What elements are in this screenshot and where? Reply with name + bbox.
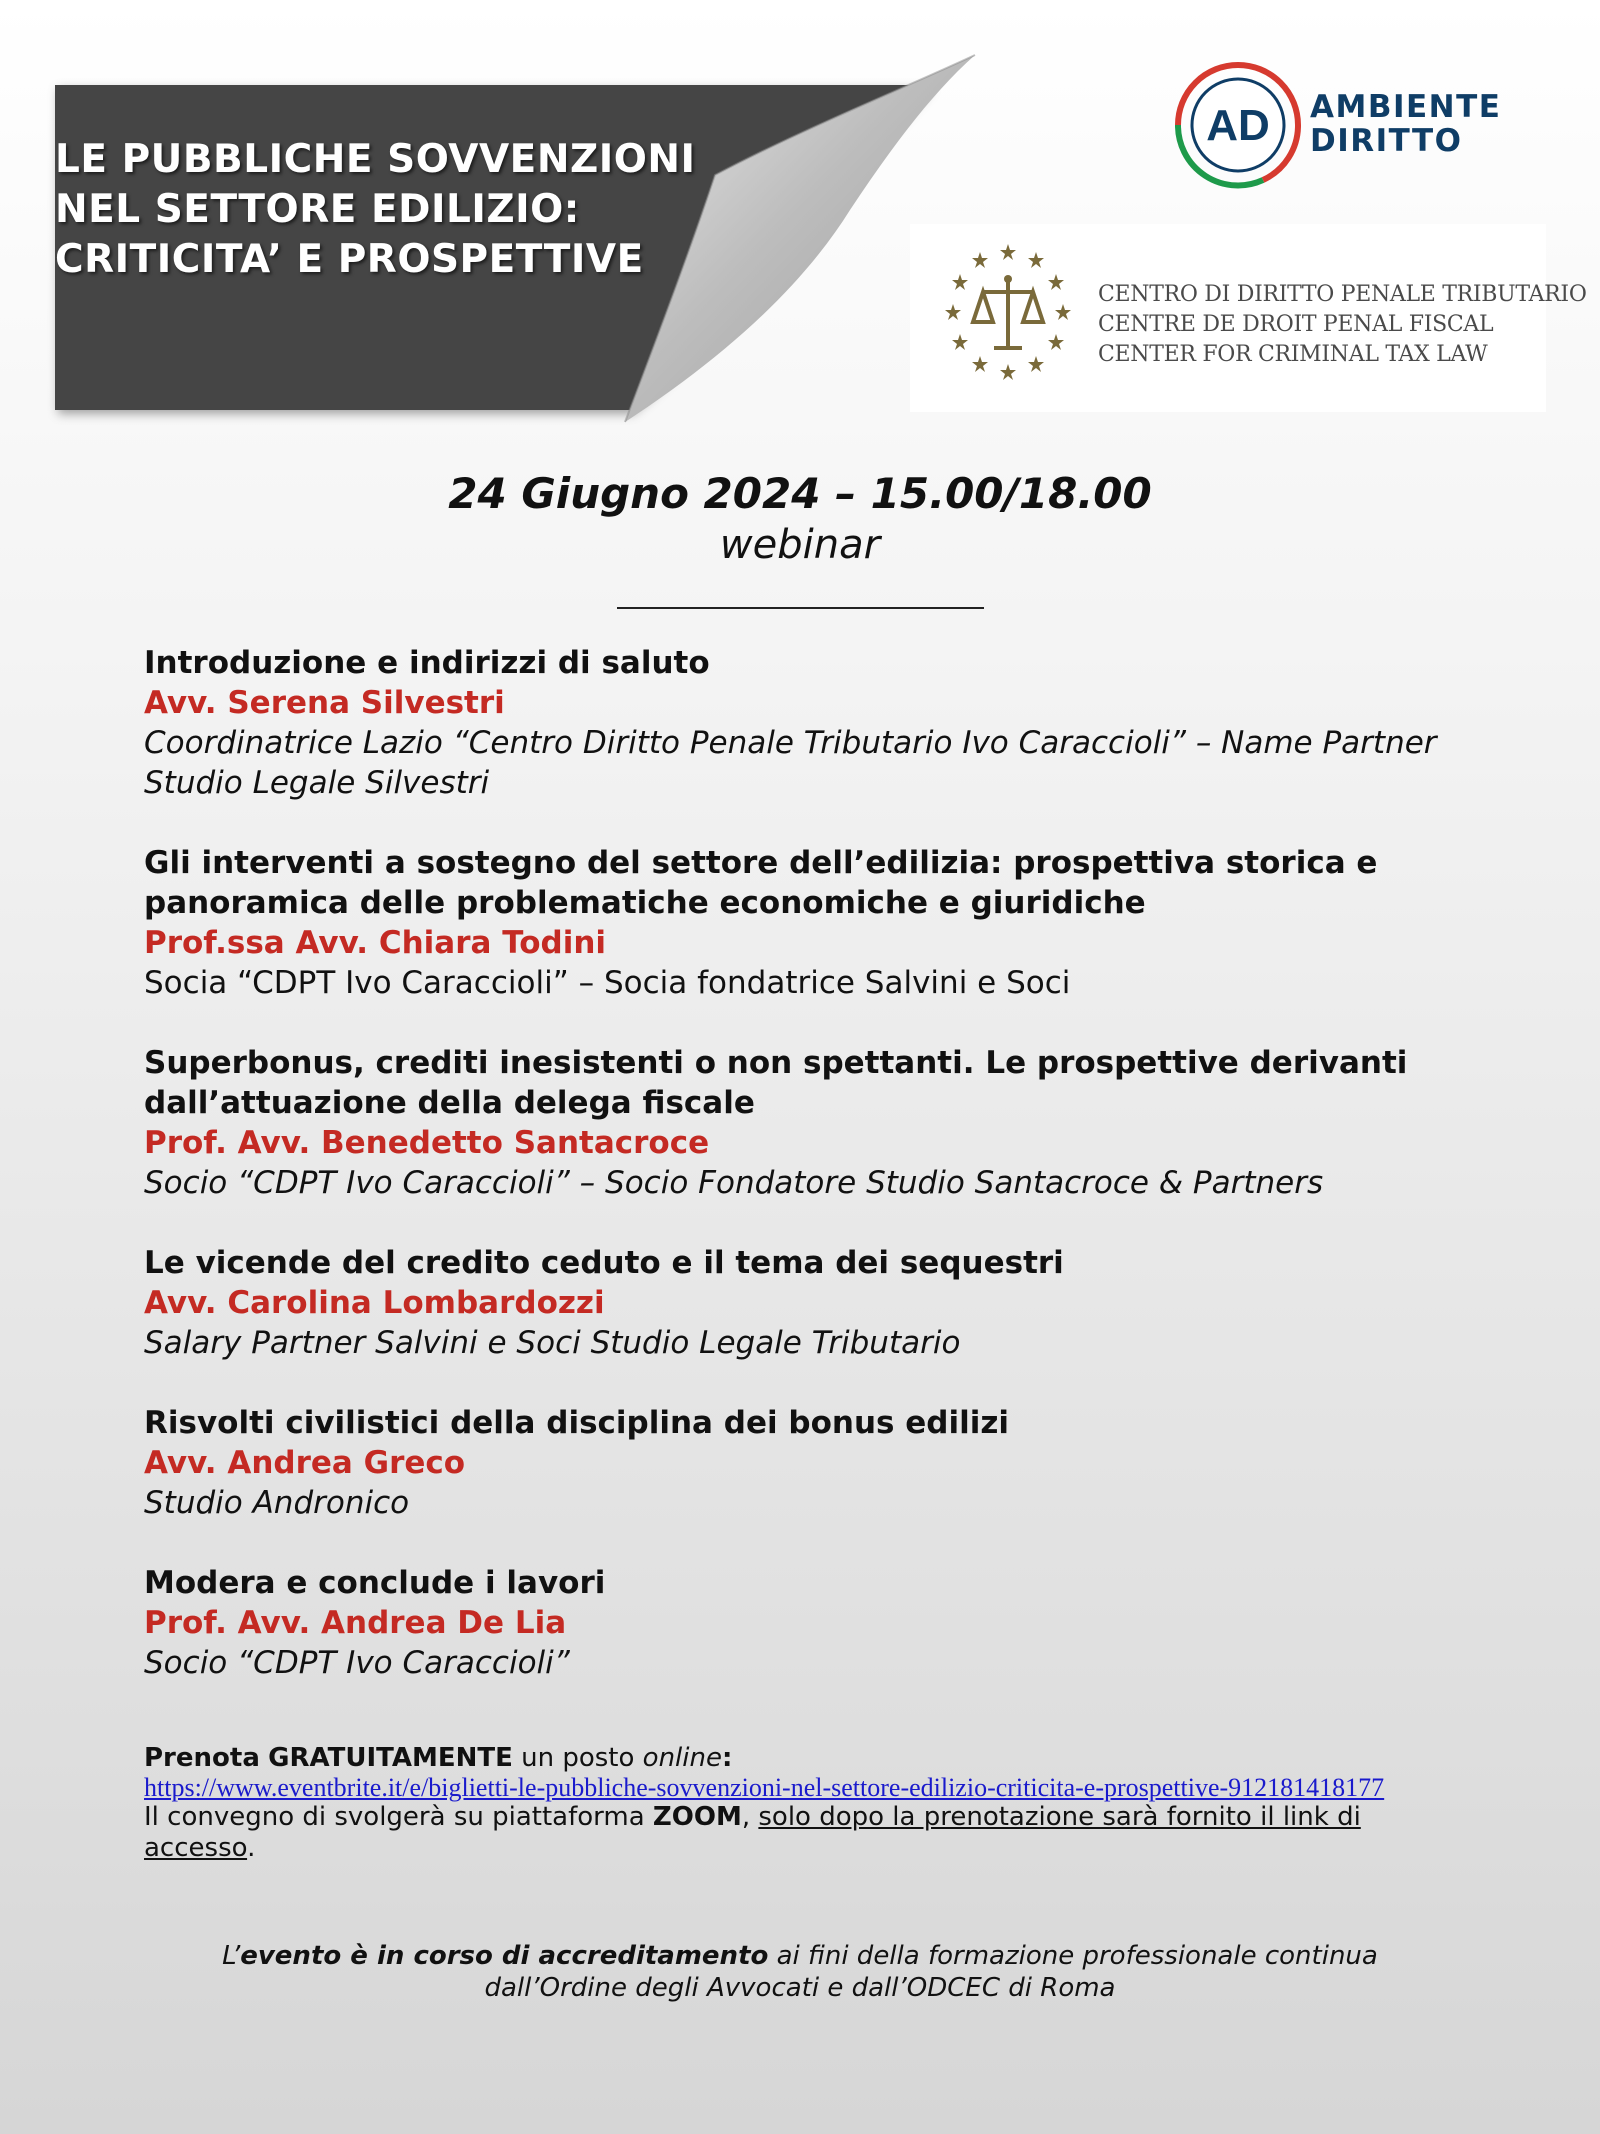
program-item [144,643,1464,803]
program-item-speaker: Prof.ssa Avv. Chiara Todini [144,925,607,961]
program-item-title: Risvolti civilistici della disciplina dei bonus edilizi [144,1405,1010,1441]
program-item-title: Le vicende del credito ceduto e il tema dei sequestri [144,1245,1064,1281]
program-item-role: Socio “CDPT Ivo Caraccioli” – Socio Fondatore Studio Santacroce & Partners [144,1165,1324,1201]
program-item [144,1243,1464,1363]
event-format: webinar [719,522,881,568]
booking-line [144,1743,1464,1774]
cdpt-logo [910,224,1587,412]
cdpt-name-it: CENTRO DI DIRITTO PENALE TRIBUTARIO [1098,282,1587,307]
program-item-speaker: Avv. Serena Silvestri [144,685,505,721]
platform-prefix: Il convegno di svolgerà su piattaforma [144,1802,645,1832]
program-item-role: Socia “CDPT Ivo Caraccioli” – Socia fondatrice Salvini e Soci [144,965,1071,1001]
divider [617,607,984,609]
header-banner [0,0,1000,440]
program-item-title: Introduzione e indirizzi di saluto [144,645,710,681]
event-date-time: 24 Giugno 2024 – 15.00/18.00 [448,469,1152,518]
booking-section [144,1743,1464,1864]
program-item-speaker: Avv. Carolina Lombardozzi [144,1285,605,1321]
platform-name: ZOOM [652,1802,742,1832]
access-link-note: solo dopo la prenotazione sarà fornito il link di accesso [144,1802,1361,1863]
program-item-role: Salary Partner Salvini e Soci Studio Legale Tributario [144,1325,961,1361]
ad-wordmark-line-2: DIRITTO [1310,123,1463,159]
event-title [55,135,775,285]
accreditation-note [0,1940,1600,2004]
program-item-title: Gli interventi a sostegno del settore dell’edilizia: prospettiva storica e panoramica delle problematiche economiche e giuridiche [144,845,1378,921]
program-item [144,1403,1464,1523]
platform-comma: , [741,1802,751,1832]
program-item-title: Superbonus, crediti inesistenti o non spettanti. Le prospettive derivanti dall’attuazione della delega fiscale [144,1045,1408,1121]
cdpt-name-fr: CENTRE DE DROIT PENAL FISCAL [1098,312,1494,337]
program-item-role: Coordinatrice Lazio “Centro Diritto Penale Tributario Ivo Caraccioli” – Name Partner Studio Legale Silvestri [144,725,1437,801]
booking-online: online [642,1743,722,1773]
program-item [144,843,1464,1003]
program-item-speaker: Prof. Avv. Benedetto Santacroce [144,1125,710,1161]
booking-gratuitamente: GRATUITAMENTE [268,1743,513,1773]
booking-un-posto: un posto [521,1743,635,1773]
program-item-speaker: Avv. Andrea Greco [144,1445,466,1481]
accreditation-line-2: dall’Ordine degli Avvocati e dall’ODCEC di Roma [484,1973,1116,2003]
program-list [144,643,1464,1723]
event-title-line-2: NEL SETTORE EDILIZIO: [55,187,580,232]
accreditation-bold: evento è in corso di accreditamento [240,1941,769,1971]
platform-note [144,1802,1464,1864]
program-item-speaker: Prof. Avv. Andrea De Lia [144,1605,567,1641]
ambiente-diritto-wordmark [1310,90,1501,158]
scales-of-justice-icon [928,224,1088,412]
accreditation-line-1 [0,1940,1600,1972]
ad-wordmark-line-1: AMBIENTE [1310,89,1502,125]
event-title-line-1: LE PUBBLICHE SOVVENZIONI [55,137,696,182]
program-item-role: Socio “CDPT Ivo Caraccioli” [144,1645,570,1681]
accreditation-rest: ai fini della formazione professionale continua [776,1941,1378,1971]
eventbrite-link[interactable]: https://www.eventbrite.it/e/biglietti-le-pubbliche-sovvenzioni-nel-settore-edilizio-criticita-e-prospettive-912181418177 [144,1773,1385,1802]
accreditation-prefix: L’ [222,1941,241,1971]
event-title-line-3: CRITICITA’ E PROSPETTIVE [55,237,644,282]
cdpt-name-en: CENTER FOR CRIMINAL TAX LAW [1098,342,1488,367]
booking-colon: : [721,1743,733,1773]
program-item [144,1563,1464,1683]
ad-monogram-text: AD [1206,101,1270,150]
ad-monogram-icon [1168,60,1308,190]
program-item-role: Studio Andronico [144,1485,410,1521]
platform-period: . [247,1833,256,1863]
booking-prenota: Prenota [144,1743,260,1773]
program-item [144,1043,1464,1203]
cdpt-name-text [1098,280,1587,370]
program-item-title: Modera e conclude i lavori [144,1565,606,1601]
